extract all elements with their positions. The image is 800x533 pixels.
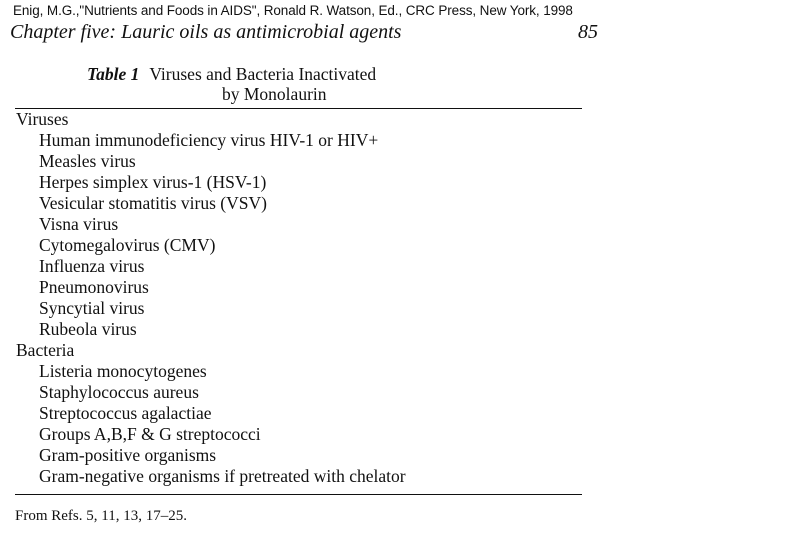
list-item: Human immunodeficiency virus HIV-1 or HIV+ [39,130,379,150]
list-item: Measles virus [39,151,136,171]
table-caption-line-1 [87,64,376,85]
table-bottom-rule [15,494,582,495]
list-item: Visna virus [39,214,119,234]
table-footnote: From Refs. 5, 11, 13, 17–25. [15,508,187,524]
list-item: Groups A,B,F & G streptococci [39,424,261,444]
table-title-line-1: Viruses and Bacteria Inactivated [149,64,377,84]
page-number: 85 [578,21,598,43]
table-label: Table 1 [87,64,140,84]
list-item: Gram-positive organisms [39,445,217,465]
list-item: Cytomegalovirus (CMV) [39,235,216,255]
list-item: Streptococcus agalactiae [39,403,212,423]
list-item: Syncytial virus [39,298,145,318]
list-item: Rubeola virus [39,319,137,339]
list-item: Gram-negative organisms if pretreated with chelator [39,466,406,486]
list-item: Staphylococcus aureus [39,382,199,402]
list-item: Vesicular stomatitis virus (VSV) [39,193,267,213]
table-body [16,109,586,487]
chapter-header [10,21,598,44]
table-title-line-2: by Monolaurin [222,84,327,104]
group-heading-bacteria: Bacteria [16,340,75,360]
source-citation: Enig, M.G.,"Nutrients and Foods in AIDS", Ronald R. Watson, Ed., CRC Press, New York, 1998 [13,3,573,18]
list-item: Influenza virus [39,256,145,276]
list-item: Herpes simplex virus-1 (HSV-1) [39,172,267,192]
list-item: Pneumonovirus [39,277,149,297]
chapter-title: Chapter five: Lauric oils as antimicrobial agents [10,21,402,43]
group-heading-viruses: Viruses [16,109,69,129]
list-item: Listeria monocytogenes [39,361,207,381]
